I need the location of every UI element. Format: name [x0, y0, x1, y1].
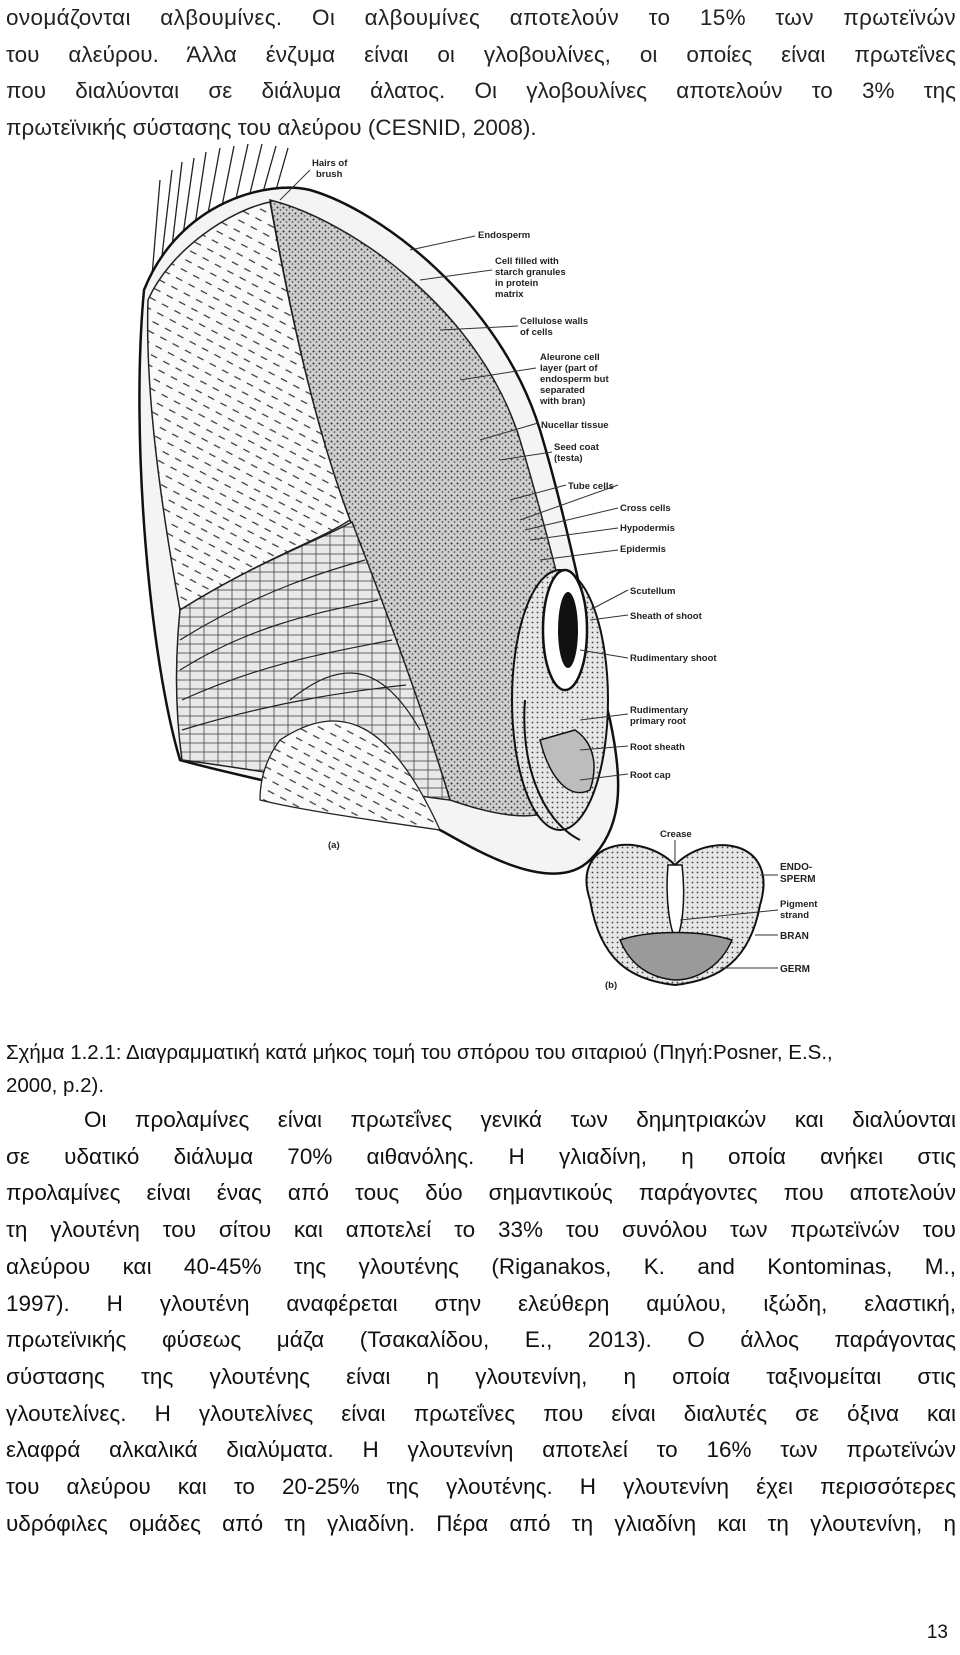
text-line: Οι προλαμίνες είναι πρωτεΐνες γενικά των δημητριακών και διαλύονται	[84, 1107, 956, 1132]
text-line: που διαλύονται σε διάλυμα άλατος. Οι γλοβουλίνες αποτελούν το 3% της	[6, 78, 956, 104]
label-bran: BRAN	[780, 931, 809, 942]
label-cell-filled: Cell filled with	[495, 256, 559, 267]
label-endosperm-b: SPERM	[780, 874, 816, 885]
text-line: σύστασης της γλουτένης είναι η γλουτενίνη, η οποία ταξινομείται στις	[6, 1363, 956, 1389]
caption-line: 2000, p.2).	[6, 1074, 105, 1097]
paragraph-prolamins-gluten	[6, 1102, 956, 1542]
wheat-kernel-figure	[120, 140, 960, 1040]
text-line: πρωτεϊνικής σύστασης του αλεύρου (CESNID, 2008).	[6, 115, 537, 141]
text-line: προλαμίνες είναι ένας από τους δύο σημαντικούς παράγοντες που αποτελούν	[6, 1180, 956, 1206]
cross-section-panel	[586, 840, 778, 985]
text-line: σε υδατικό διάλυμα 70% αιθανόλης. Η γλιαδίνη, η οποία ανήκει στις	[6, 1143, 956, 1169]
label-germ: GERM	[780, 964, 810, 975]
label-crease: Crease	[660, 829, 692, 840]
label-root-sheath: Root sheath	[630, 742, 685, 753]
label-aleurone: layer (part of	[540, 363, 598, 374]
label-aleurone: endosperm but	[540, 374, 609, 385]
label-hairs-of-brush: Hairs of	[312, 158, 348, 169]
label-endosperm: Endosperm	[478, 230, 531, 241]
text-line: γλουτελίνες. Η γλουτελίνες είναι πρωτεΐνες που είναι διαλυτές σε όξινα και	[6, 1400, 956, 1426]
label-root-cap: Root cap	[630, 770, 671, 781]
text-line: του αλεύρου και το 20-25% της γλουτένης. Η γλουτενίνη έχει περισσότερες	[6, 1474, 956, 1500]
text-line: αλεύρου και 40-45% της γλουτένης (Riganakos, K. and Kontominas, M.,	[6, 1253, 956, 1279]
label-cell-filled: matrix	[495, 289, 524, 300]
label-nucellar-tissue: Nucellar tissue	[541, 420, 609, 431]
label-cell-filled: starch granules	[495, 267, 566, 278]
label-aleurone: Aleurone cell	[540, 352, 600, 363]
text-line: πρωτεϊνικής φύσεως μάζα (Τσακαλίδου, Ε., 2013). Ο άλλος παράγοντας	[6, 1327, 956, 1353]
text-line: 1997). Η γλουτένη αναφέρεται στην ελεύθερη αμύλου, ιξώδη, ελαστική,	[6, 1290, 956, 1316]
label-cellulose-walls: Cellulose walls	[520, 316, 589, 327]
label-cell-filled: in protein	[495, 278, 539, 289]
label-cross-cells: Cross cells	[620, 503, 671, 514]
paragraph-albumins-globulins	[6, 0, 956, 147]
label-scutellum: Scutellum	[630, 586, 676, 597]
label-panel-b: (b)	[605, 980, 618, 991]
label-sheath-of-shoot: Sheath of shoot	[630, 611, 702, 622]
label-pigment-strand: Pigment	[780, 899, 818, 910]
text-line: ονομάζονται αλβουμίνες. Οι αλβουμίνες αποτελούν το 15% των πρωτεϊνών	[6, 5, 956, 30]
label-rudimentary-shoot: Rudimentary shoot	[630, 653, 717, 664]
label-aleurone: separated	[540, 385, 585, 396]
label-rudimentary-root: Rudimentary	[630, 705, 689, 716]
text-line: τη γλουτένη του σίτου και αποτελεί το 33% του συνόλου των πρωτεϊνών του	[6, 1217, 956, 1243]
page-number: 13	[926, 1622, 948, 1643]
caption-line: Σχήμα 1.2.1: Διαγραμματική κατά μήκος τομή του σπόρου του σιταριού (Πηγή:Posner, E.S.,	[6, 1041, 833, 1064]
label-cellulose-walls: of cells	[520, 327, 553, 338]
label-seed-coat: Seed coat	[554, 442, 599, 453]
wheat-kernel-diagram	[120, 140, 960, 1040]
label-panel-a: (a)	[328, 840, 340, 851]
label-epidermis: Epidermis	[620, 544, 666, 555]
text-line: ελαφρά αλκαλικά διαλύματα. Η γλουτενίνη αποτελεί το 16% των πρωτεϊνών	[6, 1437, 956, 1463]
label-rudimentary-root: primary root	[630, 716, 686, 727]
text-line: του αλεύρου. Άλλα ένζυμα είναι οι γλοβουλίνες, οι οποίες είναι πρωτεΐνες	[6, 41, 956, 67]
label-hypodermis: Hypodermis	[620, 523, 675, 534]
text-line: υδρόφιλες ομάδες από τη γλιαδίνη. Πέρα από τη γλιαδίνη και τη γλουτενίνη, η	[6, 1510, 956, 1536]
label-aleurone: with bran)	[540, 396, 586, 407]
figure-caption	[6, 1036, 956, 1102]
label-tube-cells: Tube cells	[568, 481, 614, 492]
label-endosperm-b: ENDO-	[780, 862, 813, 873]
label-seed-coat: (testa)	[554, 453, 583, 464]
label-hairs-of-brush: brush	[316, 169, 343, 180]
label-pigment-strand: strand	[780, 910, 810, 921]
